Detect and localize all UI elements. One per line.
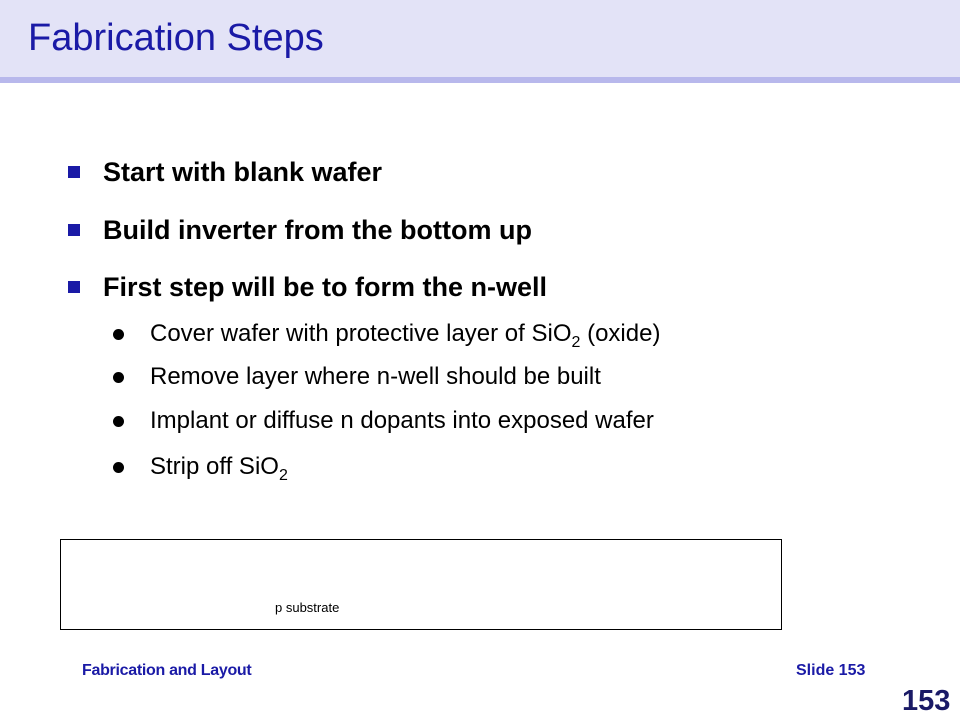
round-bullet-icon bbox=[113, 329, 124, 340]
square-bullet-icon bbox=[68, 224, 80, 236]
round-bullet-icon bbox=[113, 416, 124, 427]
bullet-item bbox=[68, 271, 547, 303]
round-bullet-icon bbox=[113, 372, 124, 383]
subscript: 2 bbox=[571, 334, 581, 351]
footer-slide-label: Slide 153 bbox=[796, 662, 866, 679]
square-bullet-icon bbox=[68, 166, 80, 178]
bullet-item bbox=[68, 214, 532, 246]
bullet-item bbox=[68, 156, 382, 188]
sub-bullet-text: Implant or diffuse n dopants into exposed wafer bbox=[150, 407, 654, 434]
footer-section-title: Fabrication and Layout bbox=[82, 662, 252, 679]
sub-bullet-item bbox=[113, 362, 601, 392]
round-bullet-icon bbox=[113, 462, 124, 473]
sub-bullet-text: Cover wafer with protective layer of SiO$_2$ (oxide) bbox=[150, 320, 661, 351]
page-number: 153 bbox=[902, 685, 951, 717]
sub-bullet-text: Strip off SiO$_2$ bbox=[150, 453, 288, 484]
substrate-label: p substrate bbox=[275, 600, 340, 615]
sub-bullet-text: Remove layer where n-well should be built bbox=[150, 363, 601, 390]
slide-title: Fabrication Steps bbox=[28, 17, 324, 59]
subscript: 2 bbox=[278, 467, 288, 484]
bullet-text: First step will be to form the n-well bbox=[103, 272, 548, 302]
sub-bullet-item bbox=[113, 406, 654, 436]
bullet-text: Build inverter from the bottom up bbox=[103, 215, 532, 245]
sub-bullet-item bbox=[113, 452, 288, 482]
bullet-text: Start with blank wafer bbox=[103, 157, 383, 187]
square-bullet-icon bbox=[68, 281, 80, 293]
sub-bullet-item bbox=[113, 319, 660, 349]
substrate-diagram bbox=[60, 539, 782, 630]
